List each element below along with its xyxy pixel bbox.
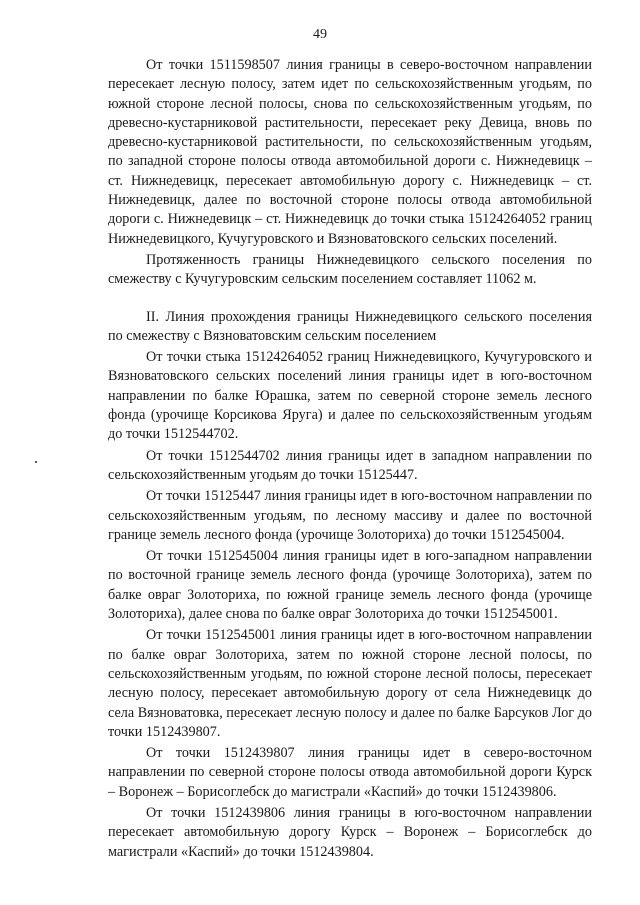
paragraph-point-1512439806: От точки 1512439806 линия границы в юго-восточном направлении пересекает автомобильную дорогу Курск – Воронеж – Борисоглебск до магистрали «Каспий» до точки 1512439804.	[108, 804, 592, 860]
document-body	[108, 56, 592, 862]
page-number: 49	[313, 27, 327, 42]
paragraph-point-15124264052: От точки стыка 15124264052 границ Нижнедевицкого, Кучугуровского и Вязноватовского сельских поселений линия границы идет в юго-восточном направлении по балке Юрашка, затем по северной стороне земель лесного фонда (урочище Корсикова Яруга) и далее по сельскохозяйственным угодьям до точки 1512544702.	[108, 349, 592, 443]
scan-speck	[35, 461, 37, 463]
paragraph-point-15125447: От точки 15125447 линия границы идет в юго-восточном направлении по сельскохозяйственным угодьям, по лесному массиву и далее по восточной границе земель лесного фонда (урочище Золоториха) до точки 1512545004.	[108, 488, 592, 543]
paragraph-boundary-kuchugury-route: От точки 1511598507 линия границы в северо-восточном направлении пересекает лесную полосу, затем идет по сельскохозяйственным угодьям, по южной стороне лесной полосы, снова по сельскохозяйственным угодьям, по древесно-кустарниковой растительности, пересекает реку Девица, вновь по древесно-кустарниковой растительности, по сельскохозяйственным угодьям, по западной стороне полосы отвода автомобильной дороги с. Нижнедевицк – ст. Нижнедевицк, пересекает автомобильную дорогу с. Нижнедевицк – ст. Нижнедевицк, далее по восточной стороне полосы отвода автомобильной дороги с. Нижнедевицк – ст. Нижнедевицк до точки стыка 15124264052 границ Нижнедевицкого, Кучугуровского и Вязноватовского сельских поселений.	[108, 57, 592, 247]
paragraph-point-1512439807: От точки 1512439807 линия границы идет в северо-восточном направлении по северной стороне полосы отвода автомобильной дороги Курск – Воронеж – Борисоглебск до магистрали «Каспий» до точки 1512439806.	[108, 745, 592, 800]
paragraph-boundary-length: Протяженность границы Нижнедевицкого сельского поселения по смежеству с Кучугуровским сельским поселением составляет 11062 м.	[108, 251, 592, 288]
paragraph-point-1512545001: От точки 1512545001 линия границы идет в юго-восточном направлении по балке овраг Золоториха, затем по южной стороне лесной полосы, по сельскохозяйственным угодьям, по южной стороне лесной полосы, пересекает лесную полосу, пересекает автомобильную дорогу от села Нижнедевицк до села Вязноватовка, пересекает лесную полосу и далее по балке Барсуков Лог до точки 1512439807.	[108, 627, 592, 740]
paragraph-point-1512545004: От точки 1512545004 линия границы идет в юго-западном направлении по восточной границе земель лесного фонда (урочище Золоториха), затем по балке овраг Золоториха, по южной границе земель лесного фонда (урочище Золоториха), далее снова по балке овраг Золоториха до точки 1512545001.	[108, 548, 592, 623]
section-heading-ii: II. Линия прохождения границы Нижнедевицкого сельского поселения по смежеству с Вязноватовским сельским поселением	[108, 308, 592, 344]
paragraph-point-1512544702: От точки 1512544702 линия границы идет в западном направлении по сельскохозяйственным угодьям до точки 15125447.	[108, 447, 592, 483]
